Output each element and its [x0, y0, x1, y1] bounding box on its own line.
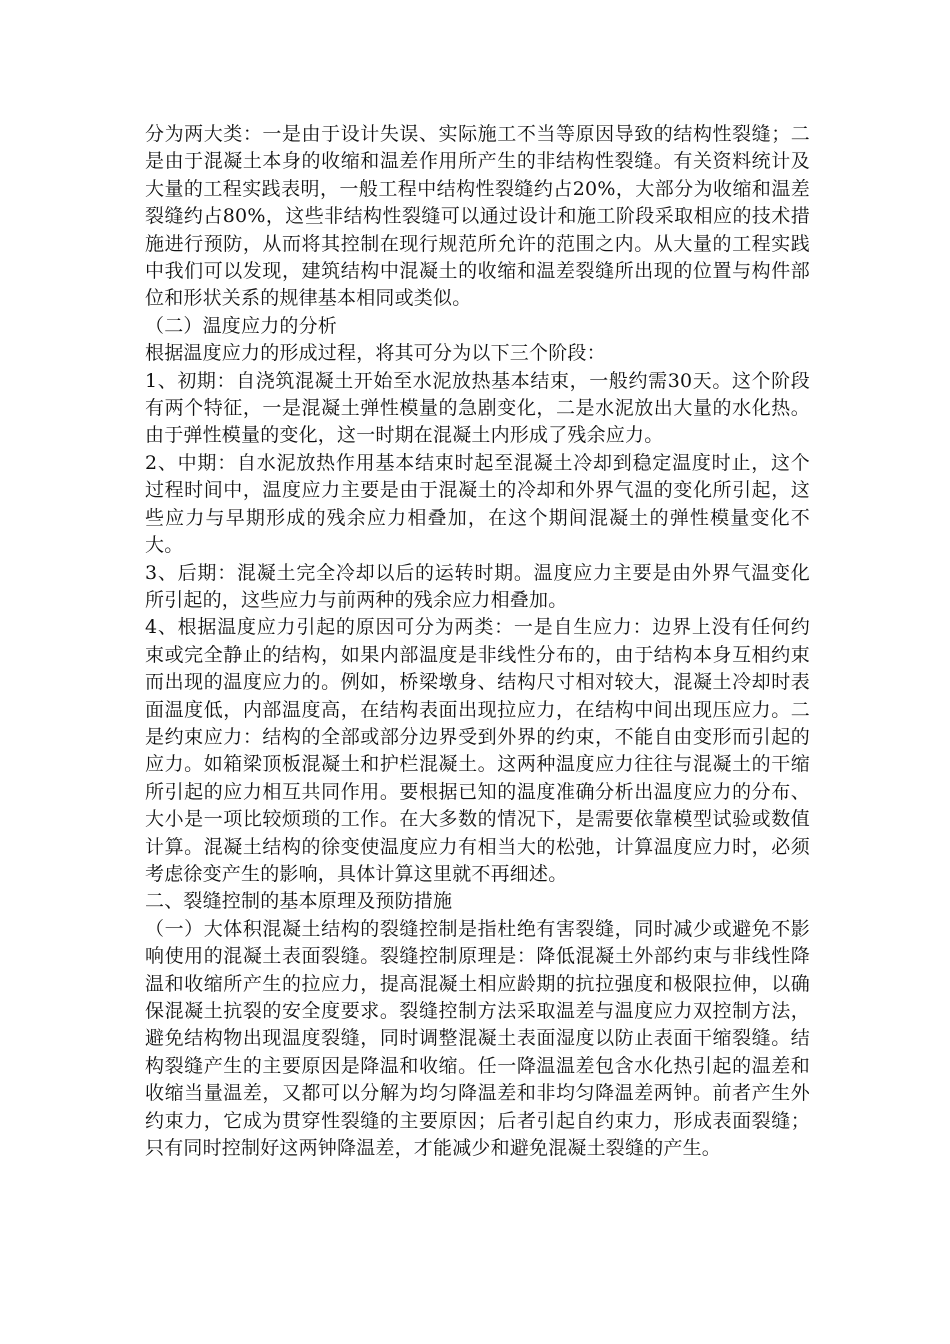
paragraph-three-stages-intro: 根据温度应力的形成过程，将其可分为以下三个阶段： — [145, 342, 606, 365]
paragraph-initial-stage: 1、初期：自浇筑混凝土开始至水泥放热基本结束，一般约需30天。这个阶段有两个特征，一是混凝土弹性模量的急剧变化，二是水泥放出大量的水化热。由于弹性模量的变化，这一时期在混凝土内形成了残余应力。 — [145, 369, 810, 447]
document-body — [145, 121, 810, 1162]
paragraph-mass-concrete-crack-control: （一）大体积混凝土结构的裂缝控制是指杜绝有害裂缝，同时减少或避免不影响使用的混凝土表面裂缝。裂缝控制原理是：降低混凝土外部约束与非线性降温和收缩所产生的拉应力，提高混凝土相应龄期的抗拉强度和极限拉伸，以确保混凝土抗裂的安全度要求。裂缝控制方法采取温差与温度应力双控制方法，避免结构物出现温度裂缝，同时调整混凝土表面湿度以防止表面干缩裂缝。结构裂缝产生的主要原因是降温和收缩。任一降温温差包含水化热引起的温差和收缩当量温差，又都可以分解为均匀降温差和非均匀降温差两钟。前者产生外约束力，它成为贯穿性裂缝的主要原因；后者引起自约束力，形成表面裂缝；只有同时控制好这两钟降温差，才能减少和避免混凝土裂缝的产生。 — [145, 917, 810, 1160]
paragraph-late-stage: 3、后期：混凝土完全冷却以后的运转时期。温度应力主要是由外界气温变化所引起的，这些应力与前两种的残余应力相叠加。 — [145, 561, 810, 611]
heading-temperature-stress-analysis: （二）温度应力的分析 — [145, 314, 338, 337]
heading-crack-control-principles: 二、裂缝控制的基本原理及预防措施 — [145, 890, 453, 913]
paragraph-stress-causes: 4、根据温度应力引起的原因可分为两类：一是自生应力：边界上没有任何约束或完全静止的结构，如果内部温度是非线性分布的，由于结构本身互相约束而出现的温度应力的。例如，桥梁墩身、结构尺寸相对较大，混凝土冷却时表面温度低，内部温度高，在结构表面出现拉应力，在结构中间出现压应力。二是约束应力：结构的全部或部分边界受到外界的约束，不能自由变形而引起的应力。如箱梁顶板混凝土和护栏混凝土。这两种温度应力往往与混凝土的干缩所引起的应力相互共同作用。要根据已知的温度准确分析出温度应力的分布、大小是一项比较烦琐的工作。在大多数的情况下，是需要依靠模型试验或数值计算。混凝土结构的徐变使温度应力有相当大的松弛，计算温度应力时，必须考虑徐变产生的影响，具体计算这里就不再细述。 — [145, 616, 810, 885]
paragraph-middle-stage: 2、中期：自水泥放热作用基本结束时起至混凝土冷却到稳定温度时止，这个过程时间中，温度应力主要是由于混凝土的冷却和外界气温的变化所引起，这些应力与早期形成的残余应力相叠加，在这个期间混凝土的弹性模量变化不大。 — [145, 451, 810, 557]
paragraph-crack-classification: 分为两大类：一是由于设计失误、实际施工不当等原因导致的结构性裂缝；二是由于混凝土本身的收缩和温差作用所产生的非结构性裂缝。有关资料统计及大量的工程实践表明，一般工程中结构性裂缝约占20%，大部分为收缩和温差裂缝约占80%，这些非结构性裂缝可以通过设计和施工阶段采取相应的技术措施进行预防，从而将其控制在现行规范所允许的范围之内。从大量的工程实践中我们可以发现，建筑结构中混凝土的收缩和温差裂缝所出现的位置与构件部位和形状关系的规律基本相同或类似。 — [145, 123, 810, 310]
